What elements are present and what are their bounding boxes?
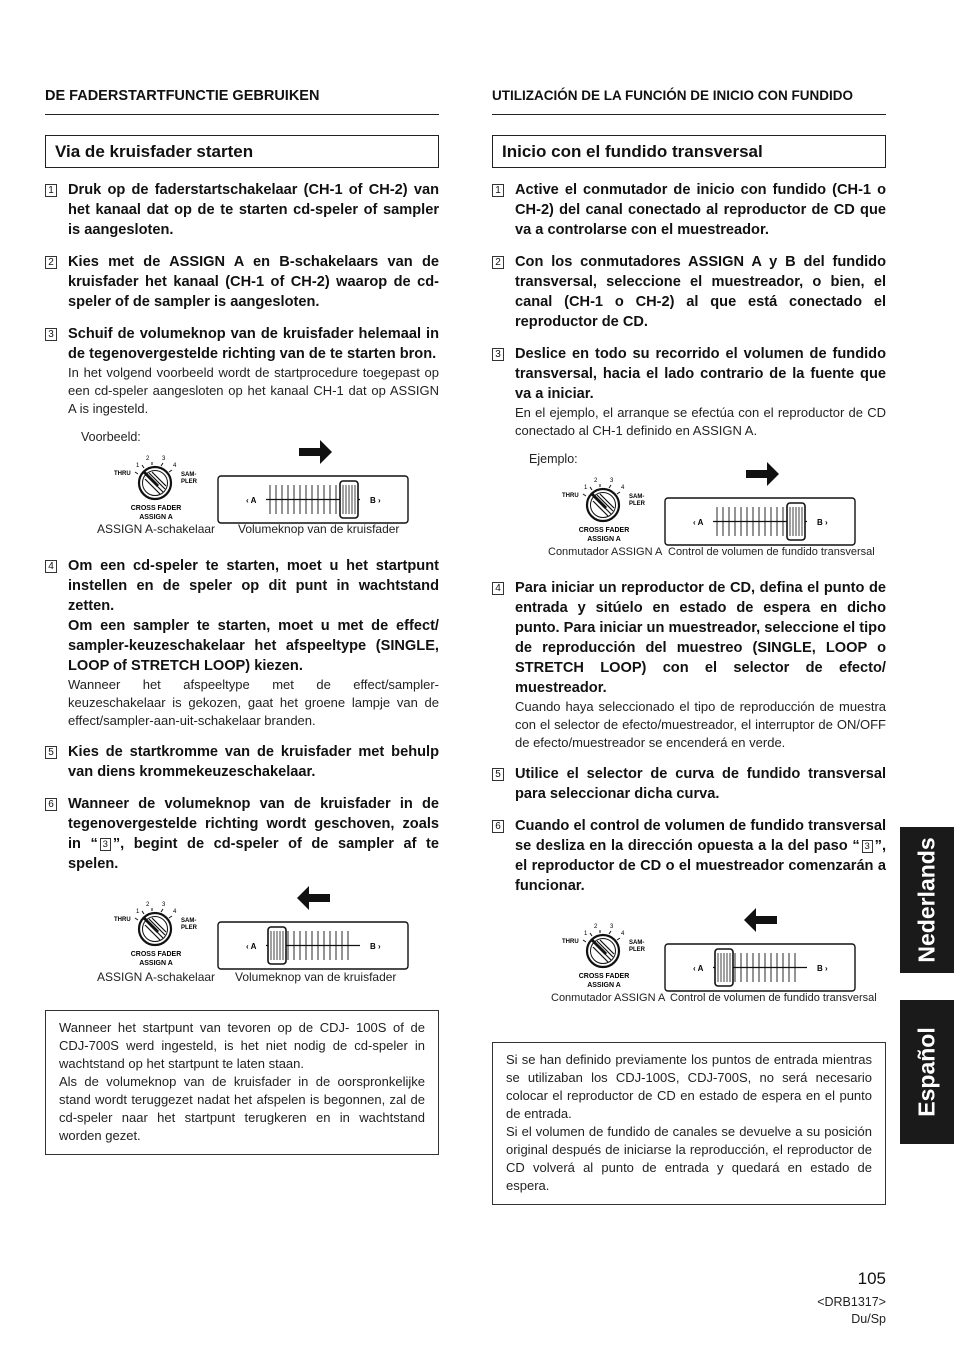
- knob-label: 3: [610, 478, 614, 484]
- cross-fader-label: CROSS FADER: [130, 951, 182, 958]
- step-number: 3: [492, 348, 504, 361]
- knob-label: 3: [162, 456, 166, 462]
- section-title: DE FADERSTARTFUNCTIE GEBRUIKEN: [45, 88, 439, 115]
- note-box: [45, 1010, 439, 1155]
- fader-diagram: [45, 880, 439, 976]
- step-2: [492, 252, 886, 332]
- step-ref: 3: [100, 838, 111, 851]
- step-3: [492, 344, 886, 440]
- doc-code: <DRB1317>: [817, 1295, 886, 1309]
- fader-a-label: ‹ A: [693, 518, 704, 527]
- assign-knob-icon: [583, 484, 620, 521]
- thru-label: THRU: [114, 917, 131, 923]
- fader-a-label: ‹ A: [693, 964, 704, 973]
- document-code: [817, 1294, 886, 1328]
- fader-b-label: B ›: [817, 518, 828, 527]
- step-1: [45, 180, 439, 240]
- knob-label: 1: [136, 463, 140, 469]
- thru-label: THRU: [114, 471, 131, 477]
- step-note: Wanneer het afspeeltype met de effect/sampler-keuzeschakelaar is gekozen, gaat het groene lampje van de effect/sampler-aan-uit-schakelaar branden.: [68, 677, 439, 728]
- sampler-label: PLER: [181, 479, 198, 485]
- cross-fader-label: CROSS FADER: [578, 527, 630, 534]
- fader-handle-icon: [268, 927, 286, 964]
- subsection-title: Inicio con el fundido transversal: [492, 135, 886, 168]
- caption-fader: Volumeknop van de kruisfader: [235, 970, 397, 984]
- sampler-label: SAM-: [181, 472, 197, 478]
- language-tab-espanol: Español: [900, 1000, 954, 1144]
- step-4: [45, 556, 439, 730]
- caption-fader: Control de volumen de fundido transversal: [668, 546, 875, 558]
- step-number: 6: [492, 820, 504, 833]
- step-4: [492, 578, 886, 752]
- assign-a-label: ASSIGN A: [587, 982, 621, 989]
- step-number: 5: [45, 746, 57, 759]
- fader-b-label: B ›: [817, 964, 828, 973]
- page-number: 105: [857, 1269, 886, 1288]
- step-text: Deslice en todo su recorrido el volumen de fundido transversal, hacia el lado contrario de la fuente que va a iniciar.: [515, 346, 886, 402]
- assign-a-label: ASSIGN A: [587, 536, 621, 543]
- knob-label: 4: [621, 931, 625, 937]
- step-text: Druk op de faderstartschakelaar (CH-1 of CH-2) van het kanaal dat op de te starten cd-speler of sampler is aangesloten.: [68, 182, 439, 238]
- step-ref: 3: [862, 840, 873, 853]
- note-paragraph: Si se han definido previamente los puntos de entrada mientras se utilizaban los CDJ-100S, CDJ-700S, no será necesario colocar el reproductor de CD en estado de espera en el punto de entrada.: [506, 1052, 872, 1121]
- step-text: Om een cd-speler te starten, moet u het startpunt instellen en de speler op dit punt in wachtstand zetten.: [68, 558, 439, 614]
- thru-label: THRU: [562, 493, 579, 499]
- step-number: 2: [492, 256, 504, 269]
- crossfader-icon: [218, 922, 408, 969]
- step-5: [492, 764, 886, 804]
- step-note: En el ejemplo, el arranque se efectúa con el reproductor de CD conectado al CH-1 definido en ASSIGN A.: [515, 405, 886, 438]
- caption-fader: Control de volumen de fundido transversal: [670, 992, 877, 1004]
- step-text: Wanneer de volumeknop van de kruisfader in de tegenovergestelde richting wordt geschoven, zoals in “ 3 ”, begint de cd-speler of de sampler af te spelen.: [68, 796, 439, 872]
- fader-a-label: ‹ A: [246, 942, 257, 951]
- step-1: [492, 180, 886, 240]
- caption-fader: Volumeknop van de kruisfader: [238, 522, 400, 536]
- knob-label: 4: [621, 485, 625, 491]
- fader-handle-icon: [340, 481, 358, 518]
- caption-assign: ASSIGN A-schakelaar: [97, 522, 216, 536]
- step-2: [45, 252, 439, 312]
- sampler-label: PLER: [181, 925, 198, 931]
- step-text: Con los conmutadores ASSIGN A y B del fundido transversal, seleccione el muestreador, o bien, el canal (CH-1 o CH-2) al que está conectado el reproductor de CD.: [515, 254, 886, 330]
- fader-diagram: [492, 456, 886, 552]
- sampler-label: SAM-: [629, 940, 645, 946]
- step-5: [45, 742, 439, 782]
- assign-knob-icon: [135, 908, 172, 945]
- sampler-label: SAM-: [181, 918, 197, 924]
- assign-a-label: ASSIGN A: [139, 514, 173, 521]
- step-note: Cuando haya seleccionado el tipo de reproducción de muestra con el selector de efecto/muestreador, el interruptor de ON/OFF de efecto/muestreador se encenderá en verde.: [515, 699, 886, 750]
- assign-a-label: ASSIGN A: [139, 960, 173, 967]
- fader-b-label: B ›: [370, 942, 381, 951]
- knob-label: 1: [136, 909, 140, 915]
- knob-label: 4: [173, 463, 177, 469]
- note-paragraph: Si el volumen de fundido de canales se devuelve a su posición original después de iniciarse la reproducción, el reproductor de CD volverá al punto de entrada y quedará en estado de espera.: [506, 1124, 872, 1193]
- example-figure-end: [492, 902, 886, 1020]
- knob-label: 1: [584, 485, 588, 491]
- thru-label: THRU: [562, 939, 579, 945]
- language-tab-nederlands: Nederlands: [900, 827, 954, 973]
- fader-handle-icon: [715, 949, 733, 986]
- knob-label: 2: [146, 456, 150, 462]
- example-label: Voorbeeld:: [81, 430, 141, 444]
- assign-knob-icon: [583, 930, 620, 967]
- crossfader-icon: [665, 498, 855, 545]
- crossfader-icon: [665, 944, 855, 991]
- dutch-column: [45, 88, 439, 1155]
- step-6: [45, 794, 439, 874]
- step-number: 1: [492, 184, 504, 197]
- arrow-left-icon: [744, 908, 777, 932]
- arrow-right-icon: [746, 462, 779, 486]
- knob-label: 2: [146, 902, 150, 908]
- sampler-label: PLER: [629, 501, 646, 507]
- caption-assign: Conmutador ASSIGN A: [551, 992, 666, 1004]
- subsection-title: Via de kruisfader starten: [45, 135, 439, 168]
- note-paragraph: Wanneer het startpunt van tevoren op de CDJ- 100S of de CDJ-700S werd ingesteld, is het niet nodig de cd-speler in wachtstand op het startpunt te laten staan.: [59, 1020, 425, 1071]
- fader-handle-icon: [787, 503, 805, 540]
- spanish-column: [492, 88, 886, 1205]
- lang-code: Du/Sp: [851, 1312, 886, 1326]
- step-3: [45, 324, 439, 418]
- step-number: 3: [45, 328, 57, 341]
- knob-label: 4: [173, 909, 177, 915]
- knob-label: 1: [584, 931, 588, 937]
- fader-a-label: ‹ A: [246, 496, 257, 505]
- step-number: 5: [492, 768, 504, 781]
- knob-label: 2: [594, 478, 598, 484]
- step-6: [492, 816, 886, 896]
- step-text: Schuif de volumeknop van de kruisfader helemaal in de tegenovergestelde richting van de te starten bron.: [68, 326, 439, 362]
- step-note: In het volgend voorbeeld wordt de startprocedure toegepast op een cd-speler aangesloten op het kanaal CH-1 dat op ASSIGN A is ingesteld.: [68, 365, 439, 416]
- step-text: Utilice el selector de curva de fundido transversal para seleccionar dicha curva.: [515, 766, 886, 802]
- sampler-label: SAM-: [629, 494, 645, 500]
- step-text: Active el conmutador de inicio con fundido (CH-1 o CH-2) del canal conectado al reproductor de CD que va a controlarse con el muestreador.: [515, 182, 886, 238]
- arrow-left-icon: [297, 886, 330, 910]
- step-text: Cuando el control de volumen de fundido transversal se desliza en la dirección opuesta a la del paso “ 3 ”, el reproductor de CD o el muestreador comenzarán a funcionar.: [515, 818, 886, 894]
- knob-label: 3: [610, 924, 614, 930]
- example-figure-end: [45, 880, 439, 998]
- caption-assign: ASSIGN A-schakelaar: [97, 970, 216, 984]
- step-text: Para iniciar un reproductor de CD, defina el punto de entrada y sitúelo en estado de espera en dicho punto. Para iniciar un muestreador, seleccione el tipo de reproducción del muestreo (SINGLE, LOOP o STRETCH LOOP) con el selector de efecto/ muestreador.: [515, 580, 886, 696]
- note-paragraph: Als de volumeknop van de kruisfader in de oorspronkelijke stand wordt teruggezet nadat het afspelen is begonnen, zal de cd-speler naar het startpunt terugkeren en in wachtstand worden gezet.: [59, 1074, 425, 1143]
- assign-knob-icon: [135, 462, 172, 499]
- step-number: 4: [45, 560, 57, 573]
- note-box: [492, 1042, 886, 1205]
- caption-assign: Conmutador ASSIGN A: [548, 546, 663, 558]
- section-title: UTILIZACIÓN DE LA FUNCIÓN DE INICIO CON FUNDIDO: [492, 88, 886, 115]
- fader-diagram: [492, 902, 886, 998]
- example-figure-start: [45, 424, 439, 544]
- fader-diagram: [45, 434, 439, 530]
- knob-label: 2: [594, 924, 598, 930]
- step-number: 2: [45, 256, 57, 269]
- step-text: Kies met de ASSIGN A en B-schakelaars van de kruisfader het kanaal (CH-1 of CH-2) waarop de cd-speler of de sampler is aangesloten.: [68, 254, 439, 310]
- sampler-label: PLER: [629, 947, 646, 953]
- cross-fader-label: CROSS FADER: [578, 973, 630, 980]
- fader-b-label: B ›: [370, 496, 381, 505]
- knob-label: 3: [162, 902, 166, 908]
- crossfader-icon: [218, 476, 408, 523]
- step-number: 1: [45, 184, 57, 197]
- step-text: Kies de startkromme van de kruisfader met behulp van diens krommekeuzeschakelaar.: [68, 744, 439, 780]
- example-label: Ejemplo:: [529, 452, 578, 466]
- step-number: 4: [492, 582, 504, 595]
- cross-fader-label: CROSS FADER: [130, 505, 182, 512]
- step-text: Om een sampler te starten, moet u met de effect/ sampler-keuzeschakelaar het afspeeltype (SINGLE, LOOP of STRETCH LOOP) kiezen.: [68, 618, 439, 674]
- example-figure-start: [492, 446, 886, 566]
- arrow-right-icon: [299, 440, 332, 464]
- step-number: 6: [45, 798, 57, 811]
